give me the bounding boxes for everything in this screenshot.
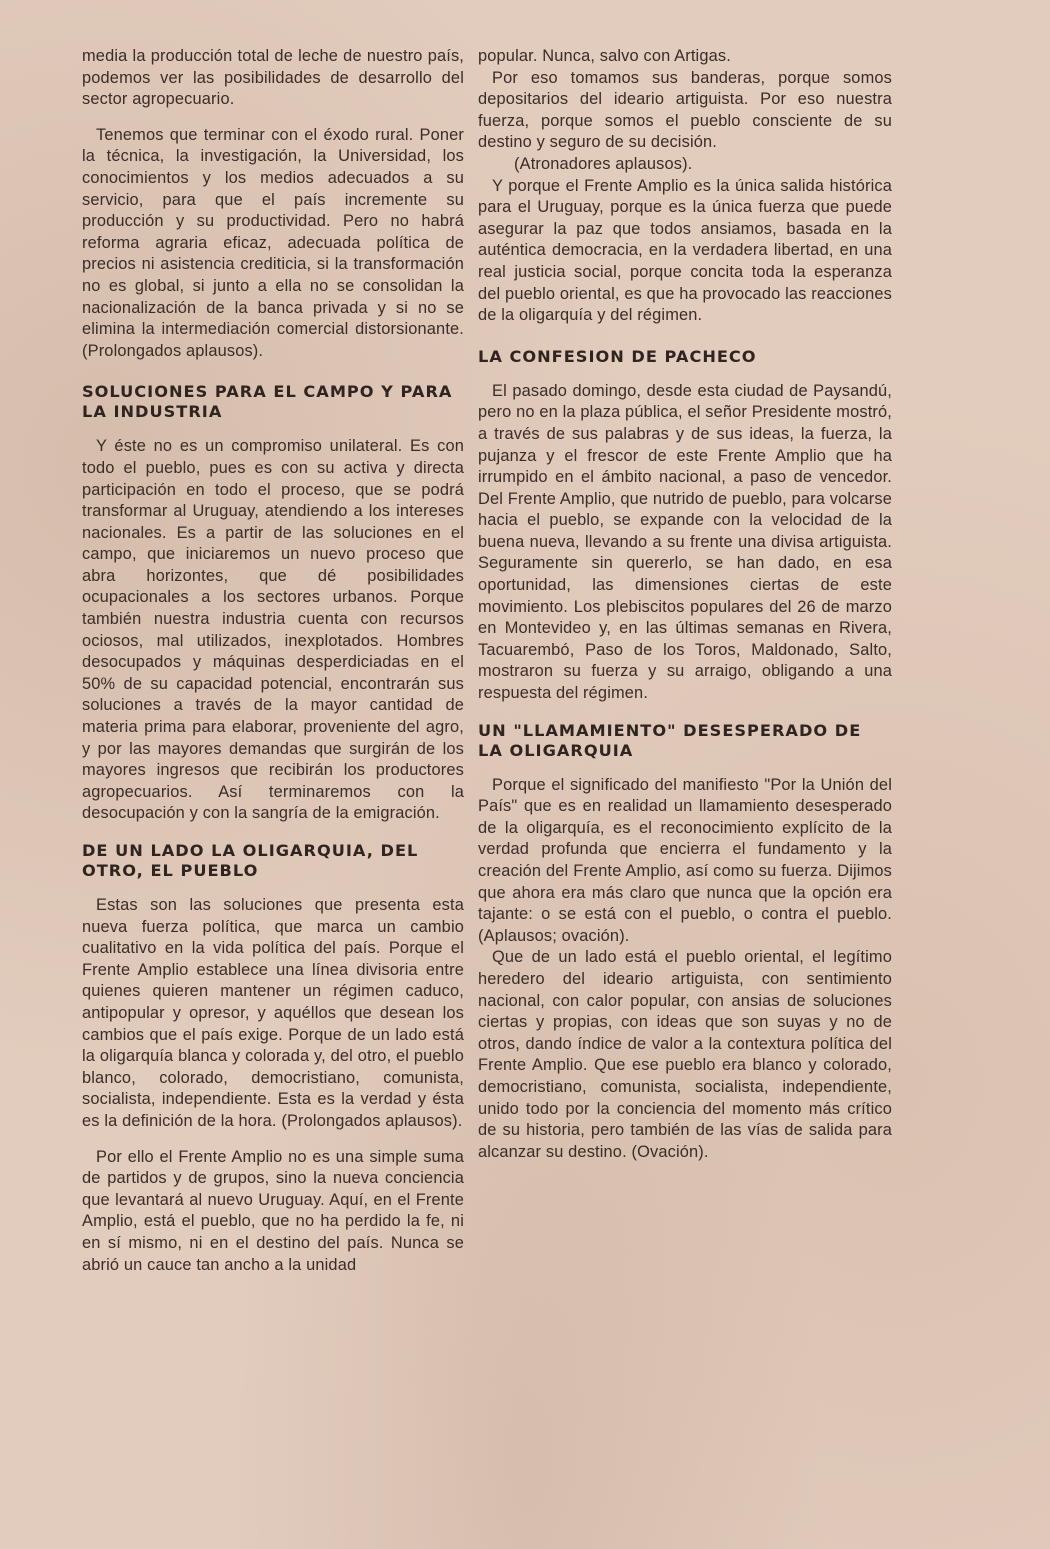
paragraph: Por eso tomamos sus banderas, porque somos depositarios del ideario artiguista. Por eso nuestra fuerza, porque somos el pueblo consciente de su destino y seguro de su decisión.: [478, 68, 892, 152]
paragraph: media la producción total de leche de nuestro país, podemos ver las posibilidades de desarrollo del sector agropecuario.: [82, 47, 464, 109]
paragraph: popular. Nunca, salvo con Artigas.: [478, 47, 731, 65]
section-heading: LA CONFESION DE PACHECO: [478, 346, 757, 366]
paragraph: Estas son las soluciones que presenta esta nueva fuerza política, que marca un cambio cualitativo en la vida política del país. Porque el Frente Amplio establece una línea divisoria entre quienes quieren mantener un régimen caduco, antipopular y opresor, y aquéllos que desean los cambios que el país exige. Porque de un lado está la oligarquía blanca y colorada y, del otro, el pueblo blanco, colorado, democristiano, comunista, socialista, independiente. Esta es la verdad y ésta es la definición de la hora. (Prolongados aplausos).: [82, 896, 464, 1130]
paragraph: Que de un lado está el pueblo oriental, el legítimo heredero del ideario artiguista, con sentimiento nacional, con calor popular, con ansias de soluciones ciertas y propias, con ideas que son suyas y no de otros, dando índice de valor a la contextura política del Frente Amplio. Que ese pueblo era blanco y colorado, democristiano, comunista, socialista, independiente, unido todo por la conciencia del momento más crítico de su historia, pero también de las vías de salida para alcanzar su destino. (Ovación).: [478, 948, 892, 1161]
right-column: [478, 46, 892, 1163]
paragraph: Tenemos que terminar con el éxodo rural. Poner la técnica, la investigación, la Universidad, los conocimientos y los medios adecuados a su servicio, para que el país incremente su producción y su productividad. Pero no habrá reforma agraria eficaz, adecuada política de precios ni asistencia crediticia, si la transformación no es global, si junto a ella no se consolidan la nacionalización de la banca privada y si no se elimina la intermediación comercial distorsionante. (Prolongados aplausos).: [82, 125, 464, 360]
paragraph: Porque el significado del manifiesto "Por la Unión del País" que es en realidad un llamamiento desesperado de la oligarquía, es el reconocimiento explícito de la verdad profunda que encierra el fundamento y la creación del Frente Amplio, así como su fuerza. Dijimos que ahora era más claro que nunca que la opción era tajante: o se está con el pueblo, o contra el pueblo. (Aplausos; ovación).: [478, 775, 892, 945]
section-heading: SOLUCIONES PARA EL CAMPO Y PARA LA INDUSTRIA: [82, 382, 453, 422]
left-column: [82, 46, 464, 1276]
section-heading: DE UN LADO LA OLIGARQUIA, DEL OTRO, EL PUEBLO: [82, 841, 419, 880]
paragraph: Y éste no es un compromiso unilateral. Es con todo el pueblo, pues es con su activa y directa participación en todo el proceso, que se podrá transformar al Uruguay, atendiendo a los intereses nacionales. Es a partir de las soluciones en el campo, que iniciaremos un nuevo proceso que abra horizontes, que dé posibilidades ocupacionales a los sectores urbanos. Porque también nuestra industria cuenta con recursos ociosos, mal utilizados, inexplotados. Hombres desocupados y máquinas desperdiciadas en el 50% de su capacidad potencial, encontrarán sus soluciones a través de la mayor cantidad de materia prima para elaborar, proveniente del agro, y por las mayores demandas que surgirán de los mayores ingresos que recibirán los productores agropecuarios. Así terminaremos con la desocupación y con la sangría de la emigración.: [82, 437, 464, 823]
paragraph: Por ello el Frente Amplio no es una simple suma de partidos y de grupos, sino la nueva conciencia que levantará al nuevo Uruguay. Aquí, en el Frente Amplio, está el pueblo, que no ha perdido la fe, ni en sí mismo, ni en el destino del país. Nunca se abrió un cauce tan ancho a la unidad: [82, 1147, 464, 1274]
paragraph: Y porque el Frente Amplio es la única salida histórica para el Uruguay, porque es la única fuerza que puede asegurar la paz que todos ansiamos, basada en la auténtica democracia, en la verdadera libertad, en una real justicia social, porque concita toda la esperanza del pueblo oriental, es que ha provocado las reacciones de la oligarquía y del régimen.: [478, 176, 892, 325]
section-heading: UN "LLAMAMIENTO" DESESPERADO DE LA OLIGARQUIA: [478, 720, 862, 760]
paragraph: El pasado domingo, desde esta ciudad de Paysandú, pero no en la plaza pública, el señor Presidente mostró, a través de sus palabras y de sus ideas, la fuerza, la pujanza y el frescor de este Frente Amplio que ha irrumpido en el ámbito nacional, a paso de vencedor. Del Frente Amplio, que nutrido de pueblo, para volcarse hacia el pueblo, se expande con la velocidad de la buena nueva, llevando a su frente una divisa artiguista. Seguramente sin quererlo, se han dado, en esa oportunidad, las dimensiones ciertas de este movimiento. Los plebiscitos populares del 26 de marzo en Montevideo y, en las últimas semanas en Rivera, Tacuarembó, Paso de los Toros, Maldonado, Salto, mostraron su fuerza y su arraigo, obligando a una respuesta del régimen.: [478, 381, 892, 703]
paragraph: (Atronadores aplausos).: [514, 154, 693, 173]
